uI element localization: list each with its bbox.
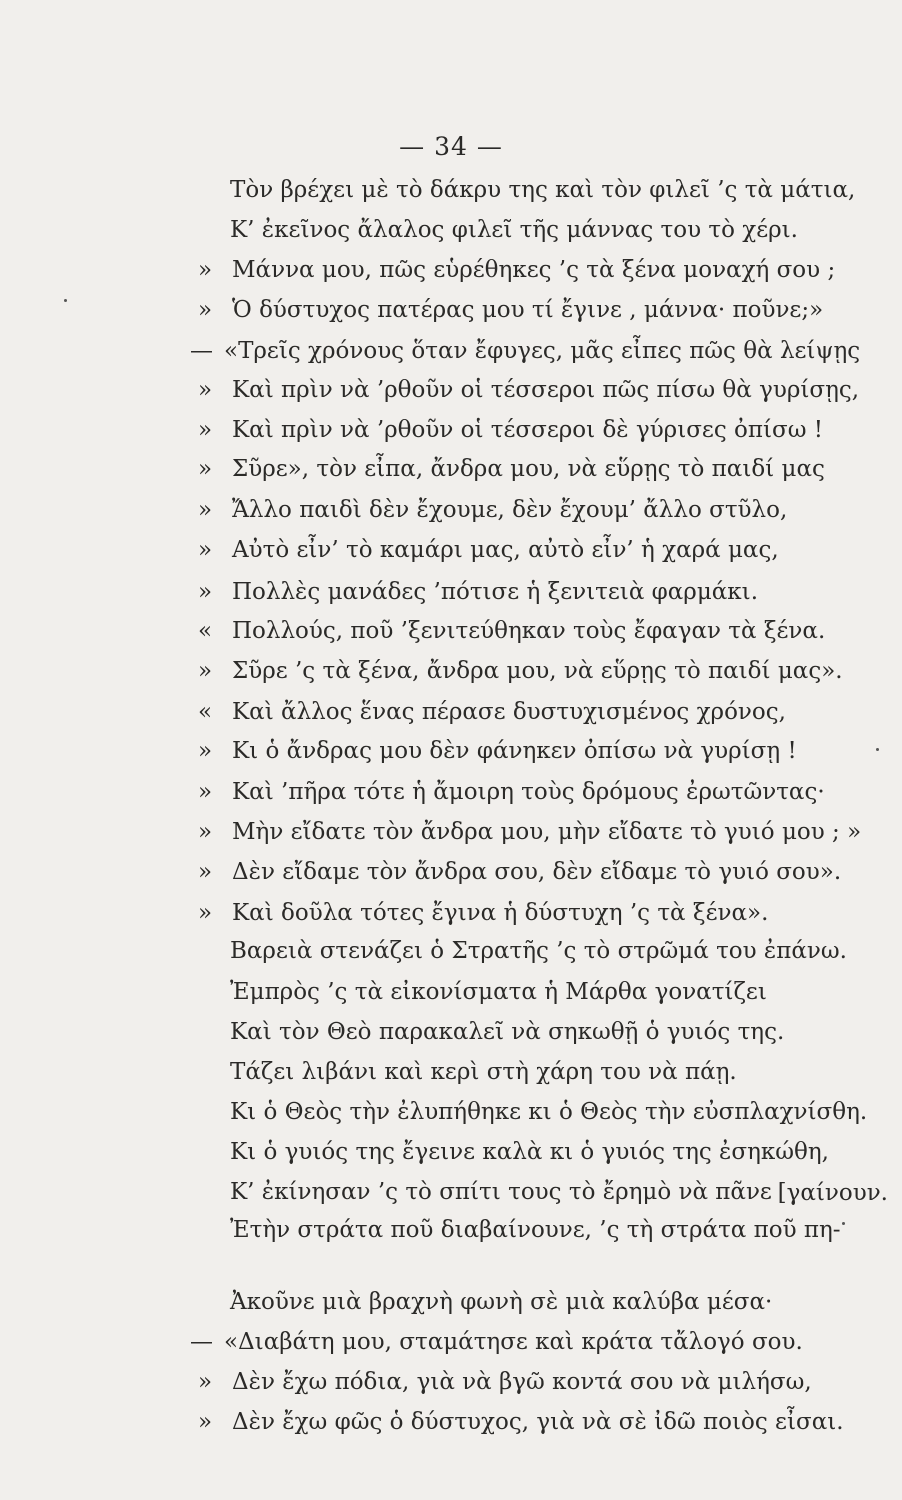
poem-line-text: Ἄλλο παιδὶ δὲν ἔχουμε, δὲν ἔχουμ’ ἄλλο στῦλο, xyxy=(232,497,788,523)
poem-line-text: Καὶ πρὶν νὰ ’ρθοῦν οἱ τέσσεροι δὲ γύρισες ὀπίσω ! xyxy=(232,417,824,443)
quote-mark: « xyxy=(198,699,213,725)
poem-line xyxy=(198,734,797,768)
poem-line-text: Πολλούς, ποῦ ’ξενιτεύθηκαν τοὺς ἔφαγαν τὰ ξένα. xyxy=(232,618,826,644)
poem-line-text: Τάζει λιβάνι καὶ κερὶ στὴ χάρη του νὰ πάῃ. xyxy=(230,1059,737,1085)
poem-line xyxy=(230,1095,867,1129)
poem-line-text: «Τρεῖς χρόνους ὅταν ἔφυγες, μᾶς εἶπες πῶς θὰ λείψῃς xyxy=(224,338,861,364)
poem-line-text: Σῦρε ’ς τὰ ξένα, ἄνδρα μου, νὰ εὕρῃς τὸ παιδί μας». xyxy=(232,658,843,684)
wrapped-line-continuation: [γαίνουν. xyxy=(777,1180,888,1206)
poem-line xyxy=(198,855,841,889)
poem-line-text: Τὸν βρέχει μὲ τὸ δάκρυ της καὶ τὸν φιλεῖ ’ς τὰ μάτια, xyxy=(230,177,856,203)
poem-line xyxy=(230,173,855,207)
quote-mark: « xyxy=(198,618,213,644)
poem-line xyxy=(198,614,825,648)
quote-mark: » xyxy=(198,417,213,443)
poem-line xyxy=(198,373,859,407)
poem-line-text: Αὐτὸ εἶν’ τὸ καμάρι μας, αὐτὸ εἶν’ ἡ χαρά μας, xyxy=(232,537,779,563)
poem-line-text: Μὴν εἴδατε τὸν ἄνδρα μου, μὴν εἴδατε τὸ γυιό μου ; » xyxy=(232,819,862,845)
poem-line-text: Καὶ δοῦλα τότες ἔγινα ἡ δύστυχη ’ς τὰ ξένα». xyxy=(232,900,769,926)
poem-line-text: «Διαβάτη μου, σταμάτησε καὶ κράτα τἄλογό σου. xyxy=(224,1329,803,1355)
poem-line-text: Καὶ τὸν Θεὸ παρακαλεῖ νὰ σηκωθῇ ὁ γυιός της. xyxy=(230,1019,785,1045)
poem-line-text: Καὶ πρὶν νὰ ’ρθοῦν οἱ τέσσεροι πῶς πίσω θὰ γυρίσῃς, xyxy=(232,377,860,403)
quote-mark: » xyxy=(198,779,213,805)
poem-line xyxy=(198,1405,844,1439)
poem-line-text: Κ’ ἐκίνησαν ’ς τὸ σπίτι τους τὸ ἔρημὸ νὰ πᾶνε xyxy=(230,1179,772,1205)
quote-mark: » xyxy=(198,819,213,845)
poem-line-text: Δὲν ἔχω πόδια, γιὰ νὰ βγῶ κοντά σου νὰ μιλήσω, xyxy=(232,1369,812,1395)
quote-mark: — xyxy=(190,1329,213,1355)
quote-mark: » xyxy=(198,658,213,684)
quote-mark: » xyxy=(198,1369,213,1395)
poem-line xyxy=(190,1325,803,1359)
poem-line xyxy=(230,934,847,968)
quote-mark: » xyxy=(198,579,213,605)
poem-line xyxy=(230,1285,772,1319)
quote-mark: » xyxy=(198,900,213,926)
poem-line xyxy=(198,695,786,729)
poem-line xyxy=(230,1213,841,1247)
poem-line-text: Πολλὲς μανάδες ’πότισε ἡ ξενιτειὰ φαρμάκι. xyxy=(232,579,759,605)
poem-line-text: Βαρειὰ στενάζει ὁ Στρατῆς ’ς τὸ στρῶμά του ἐπάνω. xyxy=(230,938,847,964)
poem-line xyxy=(198,575,758,609)
print-speck xyxy=(64,299,67,302)
quote-mark: — xyxy=(190,338,213,364)
poem-line xyxy=(230,1135,829,1169)
poem-line-text: Κ’ ἐκεῖνος ἄλαλος φιλεῖ τῆς μάννας του τὸ χέρι. xyxy=(230,217,798,243)
quote-mark: » xyxy=(198,859,213,885)
poem-line xyxy=(230,1015,784,1049)
poem-line xyxy=(198,654,843,688)
poem-line xyxy=(198,293,823,327)
poem-line-text: Ἀκοῦνε μιὰ βραχνὴ φωνὴ σὲ μιὰ καλύβα μέσα· xyxy=(230,1289,773,1315)
poem-line xyxy=(198,533,779,567)
quote-mark: » xyxy=(198,537,213,563)
quote-mark: » xyxy=(198,1409,213,1435)
poem-line-text: Κι ὁ γυιός της ἔγεινε καλὰ κι ὁ γυιός της ἐσηκώθη, xyxy=(230,1139,829,1165)
poem-line xyxy=(230,1175,772,1209)
print-speck xyxy=(842,1222,845,1225)
poem-line-text: Σῦρε», τὸν εἶπα, ἄνδρα μου, νὰ εὕρῃς τὸ παιδί μας xyxy=(232,456,825,482)
poem-line-text: Καὶ ’πῆρα τότε ἡ ἄμοιρη τοὺς δρόμους ἐρωτῶντας· xyxy=(232,779,825,805)
quote-mark: » xyxy=(198,297,213,323)
poem-line xyxy=(230,213,798,247)
poem-line xyxy=(198,815,861,849)
poem-line-text: Καὶ ἄλλος ἕνας πέρασε δυστυχισμένος χρόνος, xyxy=(232,699,786,725)
poem-line xyxy=(198,775,825,809)
quote-mark: » xyxy=(198,456,213,482)
poem-line-text: Μάννα μου, πῶς εὑρέθηκες ’ς τὰ ξένα μοναχή σου ; xyxy=(232,257,836,283)
poem-line xyxy=(230,1055,737,1089)
quote-mark: » xyxy=(198,377,213,403)
poem-line xyxy=(190,334,860,368)
quote-mark: » xyxy=(198,738,213,764)
quote-mark: » xyxy=(198,257,213,283)
poem-line xyxy=(198,452,825,486)
poem-line xyxy=(198,1365,812,1399)
poem-line xyxy=(230,975,767,1009)
poem-line xyxy=(198,896,768,930)
poem-line xyxy=(198,413,823,447)
poem-line-text: Δὲν ἔχω φῶς ὁ δύστυχος, γιὰ νὰ σὲ ἰδῶ ποιὸς εἶσαι. xyxy=(232,1409,844,1435)
quote-mark: » xyxy=(198,497,213,523)
print-speck xyxy=(876,748,879,751)
poem-line-text: Κι ὁ Θεὸς τὴν ἐλυπήθηκε κι ὁ Θεὸς τὴν εὐσπλαχνίσθη. xyxy=(230,1099,868,1125)
poem-line-text: Δὲν εἴδαμε τὸν ἄνδρα σου, δὲν εἴδαμε τὸ γυιό σου». xyxy=(232,859,842,885)
poem-line xyxy=(198,493,787,527)
page-number: — 34 — xyxy=(399,132,503,161)
poem-line-text: Ἐτὴν στράτα ποῦ διαβαίνουνε, ’ς τὴ στράτα ποῦ πη- xyxy=(230,1217,841,1243)
poem-line-text: Κι ὁ ἄνδρας μου δὲν φάνηκεν ὀπίσω νὰ γυρίσῃ ! xyxy=(232,738,797,764)
poem-line xyxy=(198,253,835,287)
poem-line-text: Ὁ δύστυχος πατέρας μου τί ἔγινε , μάννα· ποῦνε;» xyxy=(232,297,824,323)
poem-line-text: Ἐμπρὸς ’ς τὰ εἰκονίσματα ἡ Μάρθα γονατίζει xyxy=(230,979,767,1005)
